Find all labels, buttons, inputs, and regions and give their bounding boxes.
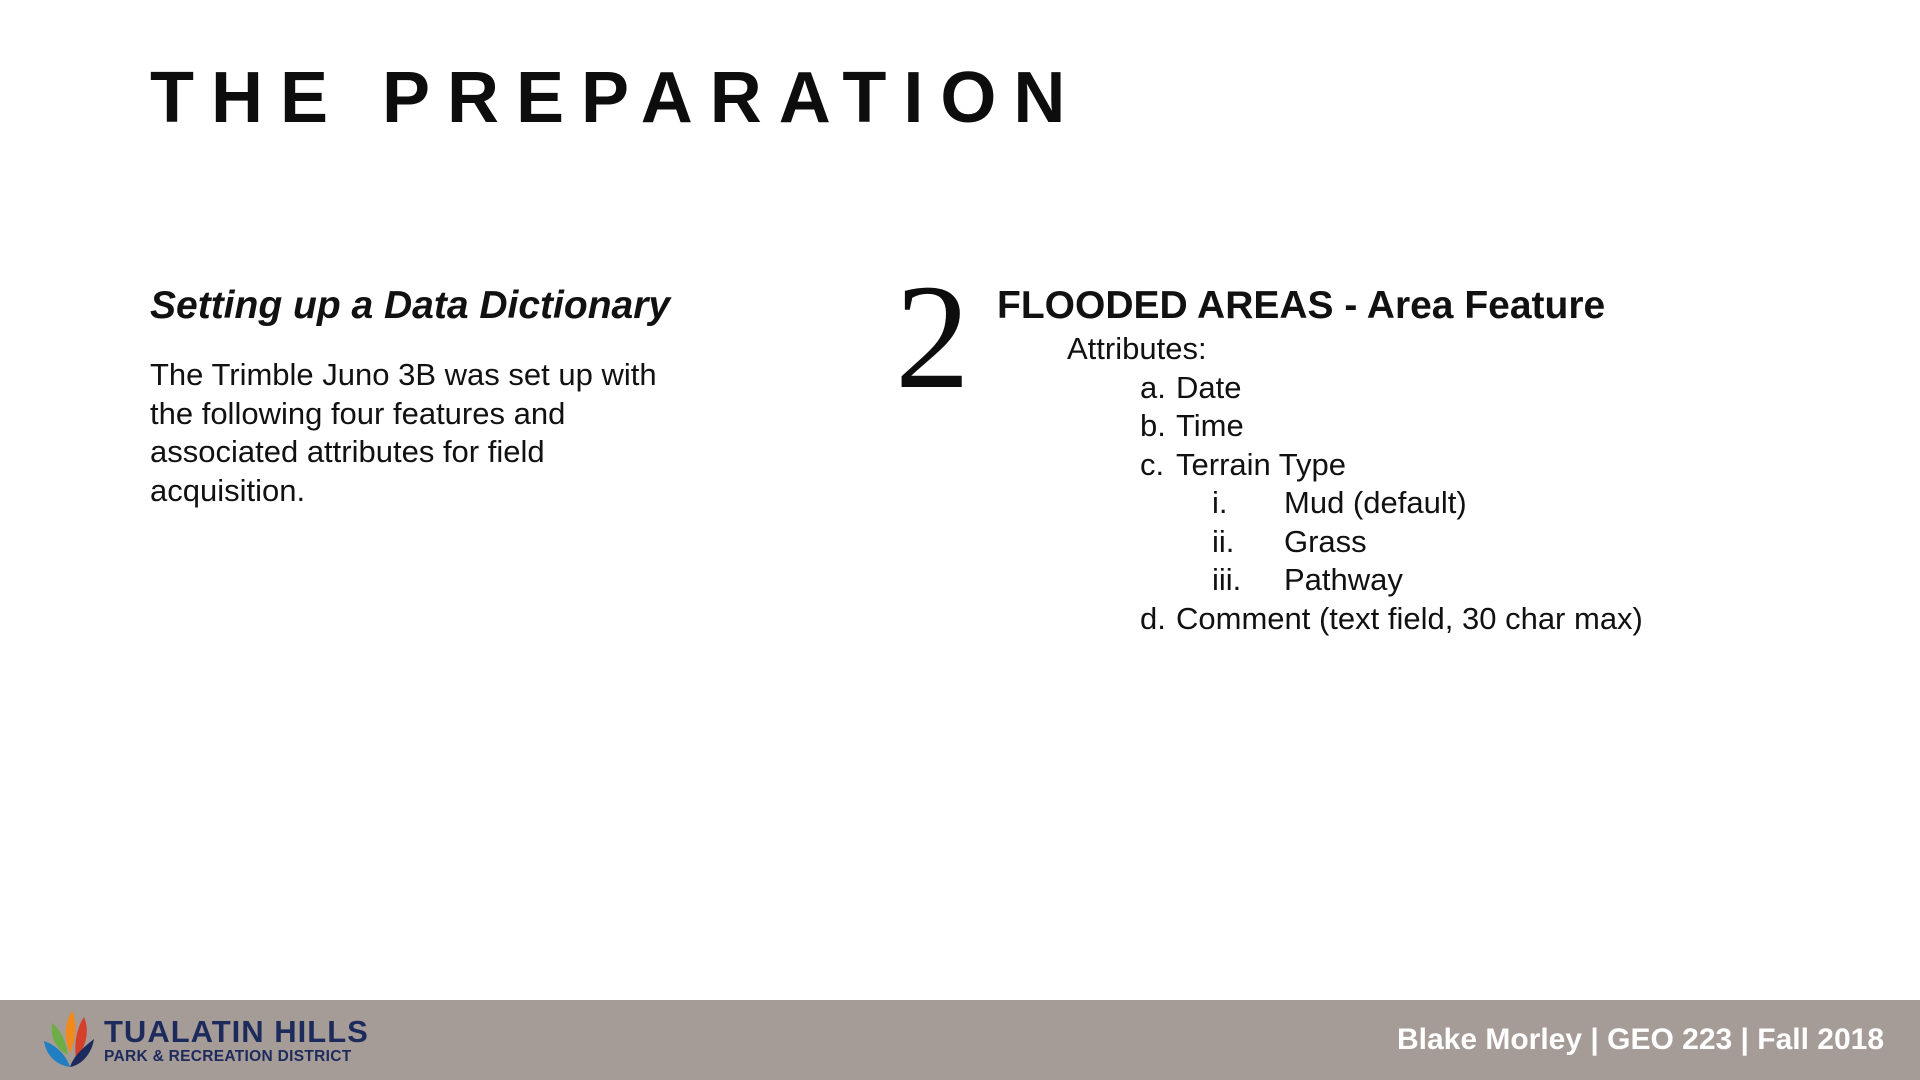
terrain-option xyxy=(1212,484,1643,523)
intro-paragraph: The Trimble Juno 3B was set up with the following four features and associated attributes for field acquisition. xyxy=(150,357,657,508)
terrain-option-list xyxy=(1140,484,1643,600)
intro-section xyxy=(150,282,710,510)
attribute-label: Terrain Type xyxy=(1176,446,1347,482)
section-heading: Setting up a Data Dictionary xyxy=(150,284,671,327)
attribute-list xyxy=(997,369,1643,639)
feature-title: FLOODED AREAS - Area Feature xyxy=(997,284,1606,327)
list-marker: b. xyxy=(1140,408,1166,443)
attribute-item-date xyxy=(1140,369,1643,408)
attribute-item-comment xyxy=(1140,600,1643,639)
logo-sub-text: PARK & RECREATION DISTRICT xyxy=(104,1047,352,1065)
district-logo xyxy=(42,1006,369,1074)
leaf-logo-icon xyxy=(42,1009,98,1071)
logo-main-text: TUALATIN HILLS xyxy=(104,1013,369,1049)
terrain-option-label: Pathway xyxy=(1284,562,1403,597)
feature-number: 2 xyxy=(895,254,970,420)
list-marker: d. xyxy=(1140,600,1166,636)
footer-bar xyxy=(0,1000,1920,1080)
attribute-label: Time xyxy=(1176,408,1244,443)
terrain-option-label: Grass xyxy=(1284,523,1367,559)
list-marker: i. xyxy=(1212,485,1228,520)
attributes-label: Attributes: xyxy=(1067,331,1207,366)
list-marker: iii. xyxy=(1212,562,1242,597)
logo-wordmark xyxy=(104,1013,369,1065)
terrain-option xyxy=(1212,523,1643,562)
feature-definition xyxy=(997,282,1643,638)
attribute-item-time xyxy=(1140,407,1643,446)
footer-credit: Blake Morley | GEO 223 | Fall 2018 xyxy=(1396,1023,1884,1056)
attribute-item-terrain-type xyxy=(1140,446,1643,600)
list-marker: c. xyxy=(1140,446,1165,482)
attribute-label: Date xyxy=(1176,369,1242,405)
terrain-option-label: Mud (default) xyxy=(1284,485,1467,520)
attribute-label: Comment (text field, 30 char max) xyxy=(1176,600,1643,636)
list-marker: a. xyxy=(1140,369,1166,405)
terrain-option xyxy=(1212,561,1643,600)
slide-title: THE PREPARATION xyxy=(150,58,1083,138)
list-marker: ii. xyxy=(1212,523,1235,559)
